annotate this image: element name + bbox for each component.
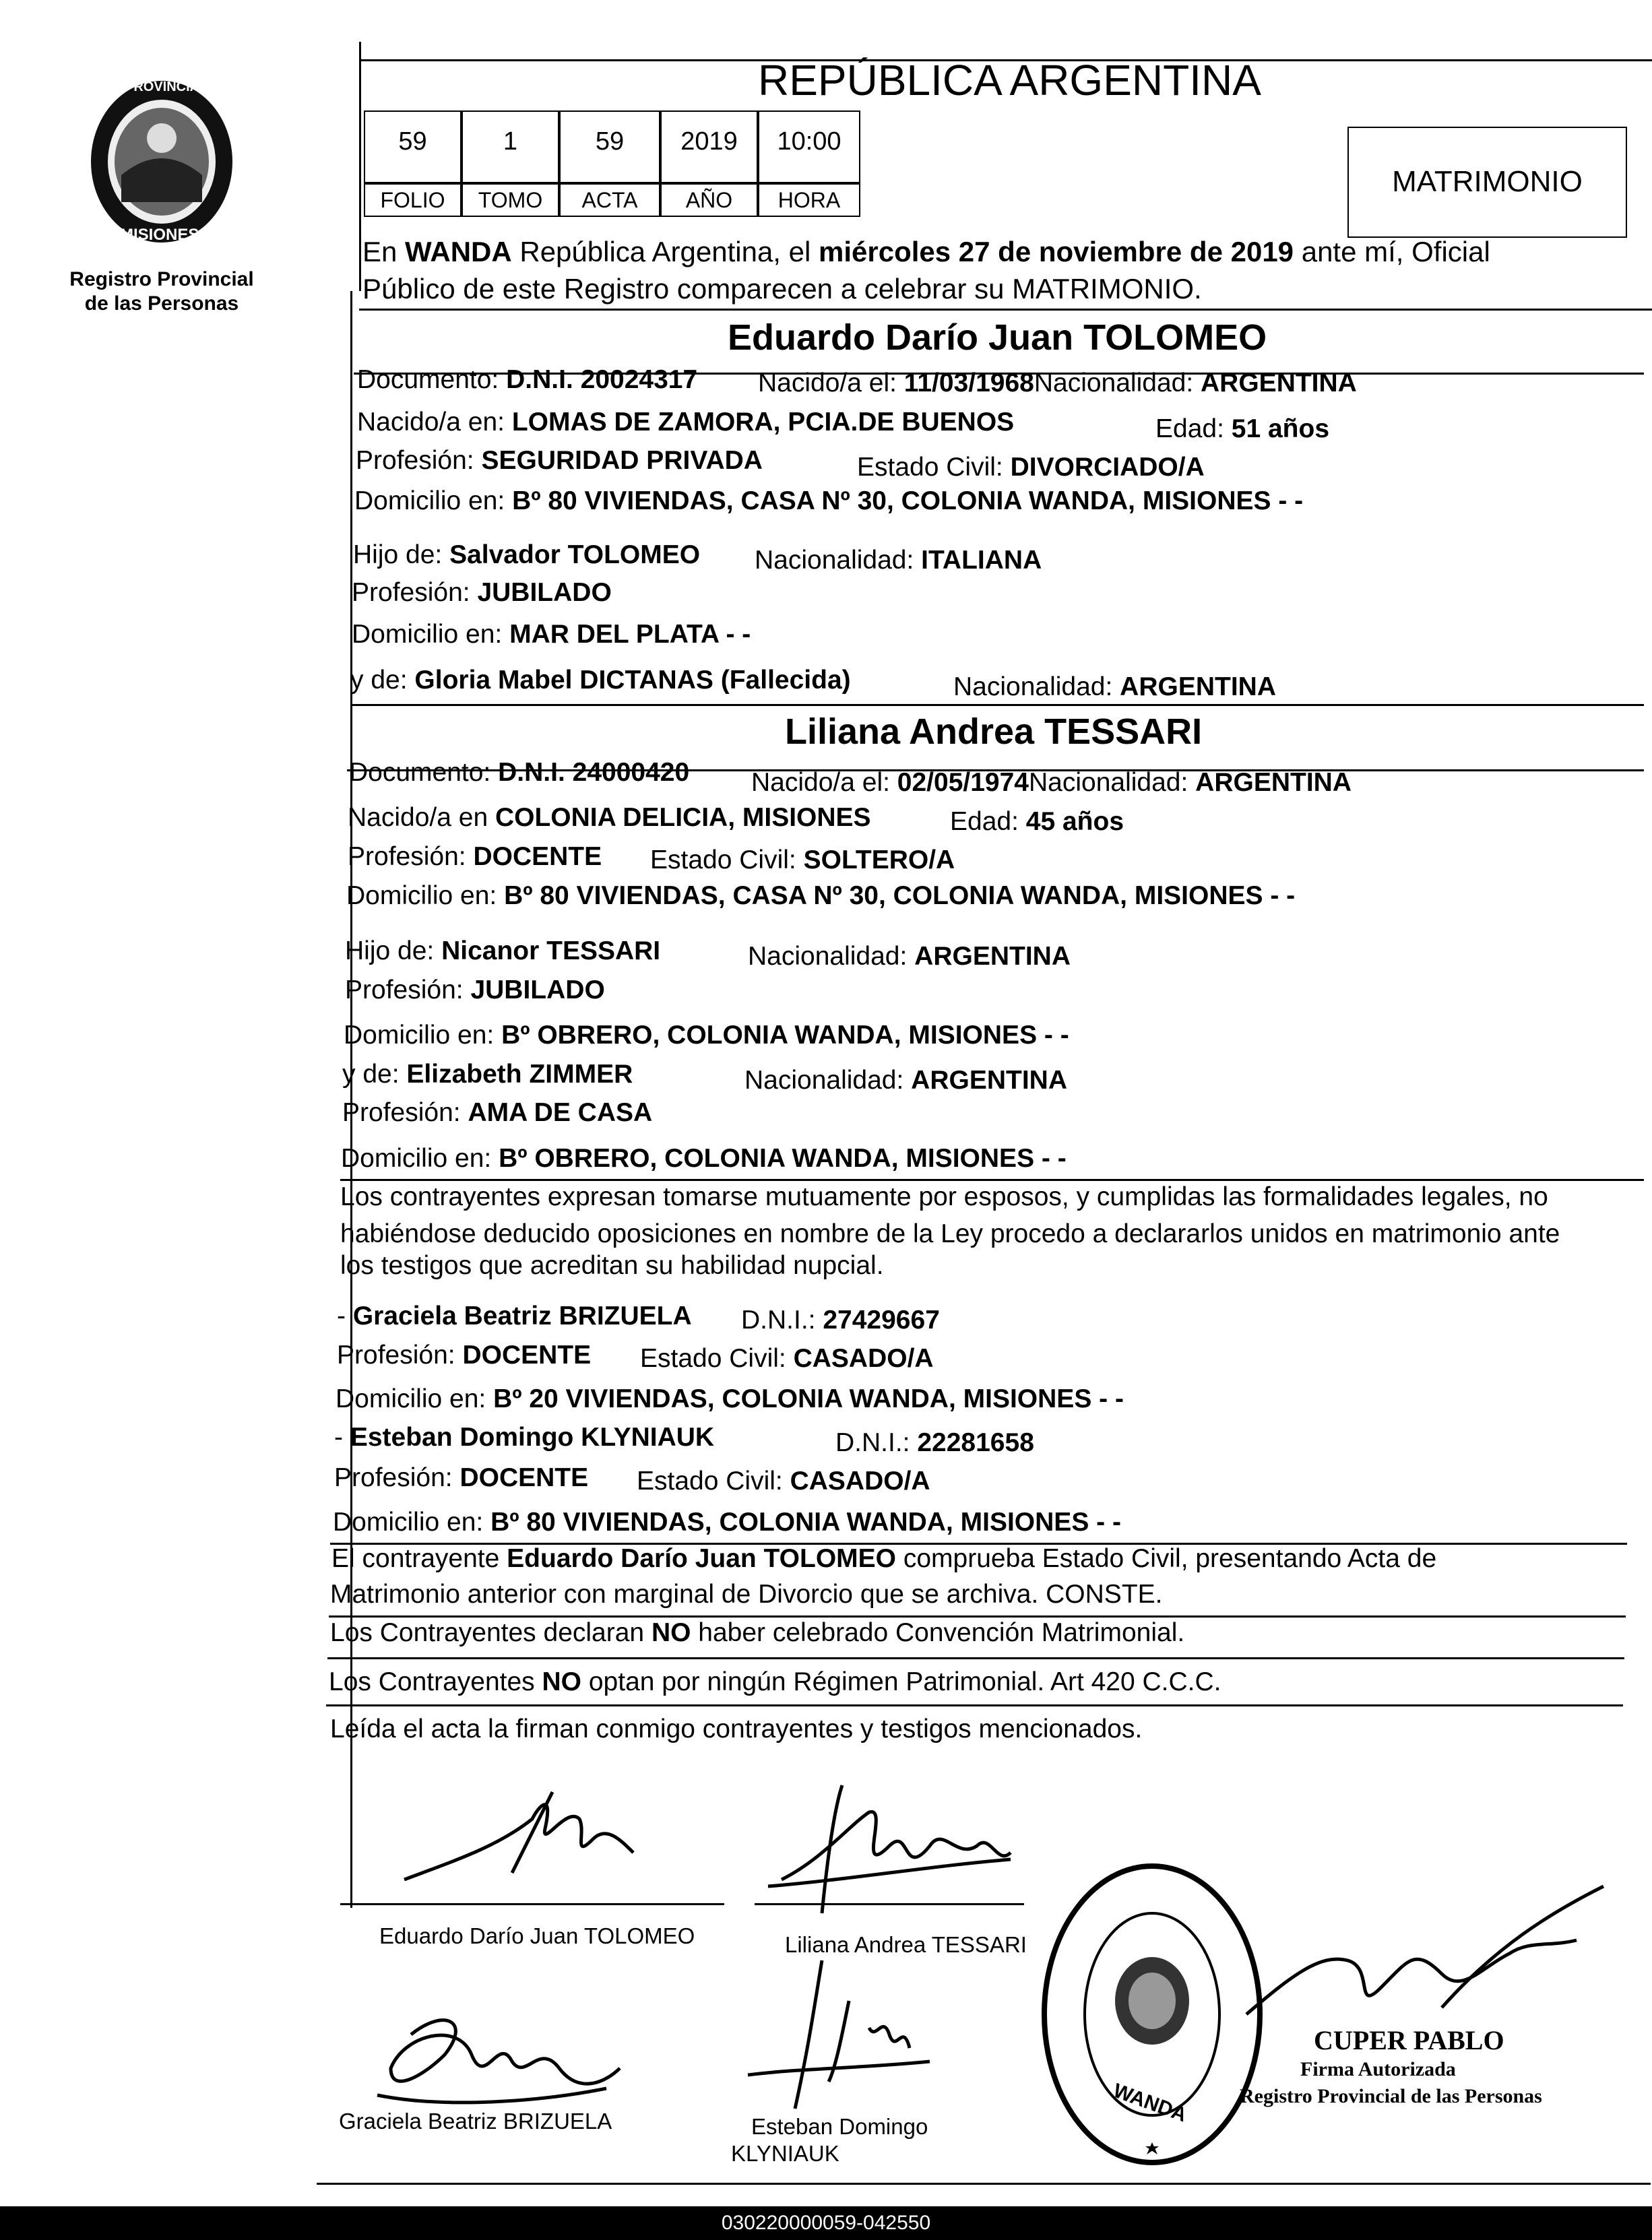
note1-line-1: El contrayente Eduardo Darío Juan TOLOMEO comprueba Estado Civil, presentando Acta de bbox=[331, 1544, 1437, 1573]
witness1-dni-row: D.N.I.: 27429667 bbox=[741, 1306, 940, 1335]
frame-left-line bbox=[359, 42, 361, 291]
bride-born-row: Nacido/a el: 02/05/1974Nacionalidad: ARGENTINA bbox=[751, 768, 1352, 797]
folio-label: FOLIO bbox=[364, 183, 462, 217]
bride-doc-row: Documento: D.N.I. 24000420 bbox=[349, 758, 690, 787]
groom-father-row: Hijo de: Salvador TOLOMEO bbox=[353, 540, 701, 569]
footer-bar bbox=[0, 2206, 1652, 2240]
witness2-prof-row: Profesión: DOCENTE bbox=[334, 1463, 589, 1492]
officer-org: Registro Provincial de las Personas bbox=[1240, 2085, 1542, 2107]
bride-dom-row: Domicilio en: Bº 80 VIVIENDAS, CASA Nº 30, COLONIA WANDA, MISIONES - - bbox=[346, 881, 1296, 910]
officer-role: Firma Autorizada bbox=[1300, 2058, 1456, 2080]
groom-father-prof-row: Profesión: JUBILADO bbox=[352, 578, 612, 607]
registry-name-line2: de las Personas bbox=[84, 292, 239, 315]
bride-signature bbox=[755, 1765, 1044, 1927]
tomo-label: TOMO bbox=[462, 183, 559, 217]
note4: Leída el acta la firman conmigo contrayentes y testigos mencionados. bbox=[330, 1715, 1143, 1743]
officer-name: CUPER PABLO bbox=[1314, 2025, 1504, 2055]
bride-name: Liliana Andrea TESSARI bbox=[785, 711, 1203, 752]
bride-signature-line bbox=[755, 1903, 1024, 1905]
witness1-signature bbox=[364, 1994, 633, 2122]
act-type-box bbox=[1347, 127, 1627, 238]
note3: Los Contrayentes NO optan por ningún Régimen Patrimonial. Art 420 C.C.C. bbox=[329, 1667, 1221, 1696]
note3-top-line bbox=[327, 1657, 1624, 1659]
bride-age-row: Edad: 45 años bbox=[950, 807, 1124, 836]
note4-top-line bbox=[326, 1704, 1623, 1706]
witness1-prof-row: Profesión: DOCENTE bbox=[337, 1341, 592, 1370]
groom-signature-label: Eduardo Darío Juan TOLOMEO bbox=[379, 1923, 695, 1948]
officer-signature bbox=[1240, 1873, 1617, 2035]
witness2-signature bbox=[728, 1947, 970, 2122]
hora-value: 10:00 bbox=[758, 110, 860, 183]
groom-prof-row: Profesión: SEGURIDAD PRIVADA bbox=[356, 446, 763, 475]
witness2-signature-label-2: KLYNIAUK bbox=[731, 2141, 839, 2166]
groom-mother-row: y de: Gloria Mabel DICTANAS (Fallecida) bbox=[350, 666, 851, 695]
seal-text-bottom: MISIONES bbox=[120, 226, 199, 244]
groom-signature bbox=[377, 1779, 687, 1900]
groom-doc-row: Documento: D.N.I. 20024317 bbox=[357, 365, 698, 394]
groom-mother-nat-row: Nacionalidad: ARGENTINA bbox=[953, 672, 1277, 701]
country-title: REPÚBLICA ARGENTINA bbox=[758, 56, 1261, 104]
bride-mother-row: y de: Elizabeth ZIMMER bbox=[342, 1060, 633, 1089]
act-type: MATRIMONIO bbox=[1392, 165, 1583, 198]
groom-top-line bbox=[359, 309, 1652, 311]
bride-mother-prof-row: Profesión: AMA DE CASA bbox=[342, 1098, 653, 1127]
groom-father-nat-row: Nacionalidad: ITALIANA bbox=[755, 546, 1042, 575]
groom-birthplace-row: Nacido/a en: LOMAS DE ZAMORA, PCIA.DE BUENOS bbox=[357, 408, 1015, 437]
stamp-town: WANDA bbox=[1110, 2079, 1190, 2127]
declaration-line-2: habiéndose deducido oposiciones en nombre de la Ley procedo a declararlos unidos en matrimonio ante bbox=[340, 1219, 1560, 1248]
bride-father-prof-row: Profesión: JUBILADO bbox=[345, 975, 605, 1004]
hora-label: HORA bbox=[758, 183, 860, 217]
witness1-civil-row: Estado Civil: CASADO/A bbox=[640, 1344, 934, 1373]
witness1-signature-label: Graciela Beatriz BRIZUELA bbox=[339, 2109, 612, 2134]
groom-signature-line bbox=[340, 1903, 724, 1905]
folio-value: 59 bbox=[364, 110, 462, 183]
bride-civil-row: Estado Civil: SOLTERO/A bbox=[650, 845, 955, 874]
groom-civil-row: Estado Civil: DIVORCIADO/A bbox=[857, 453, 1205, 482]
declaration-line-1: Los contrayentes expresan tomarse mutuamente por esposos, y cumplidas las formalidades legales, no bbox=[340, 1182, 1548, 1211]
declaration-line-3: los testigos que acreditan su habilidad nupcial. bbox=[340, 1251, 884, 1280]
witness2-name-row: - Esteban Domingo KLYNIAUK bbox=[334, 1423, 715, 1452]
groom-age-row: Edad: 51 años bbox=[1155, 414, 1330, 443]
registry-stamp bbox=[1038, 1859, 1267, 2169]
intro-line-2: Público de este Registro comparecen a celebrar su MATRIMONIO. bbox=[362, 273, 1202, 305]
note2-top-line bbox=[329, 1615, 1626, 1618]
note2: Los Contrayentes declaran NO haber celebrado Convención Matrimonial. bbox=[330, 1618, 1185, 1647]
bride-father-dom-row: Domicilio en: Bº OBRERO, COLONIA WANDA, MISIONES - - bbox=[344, 1021, 1069, 1050]
acta-value: 59 bbox=[559, 110, 660, 183]
frame-bottom-line bbox=[317, 2183, 1651, 2185]
witness2-dni-row: D.N.I.: 22281658 bbox=[835, 1428, 1034, 1457]
tomo-value: 1 bbox=[462, 110, 559, 183]
groom-name: Eduardo Darío Juan TOLOMEO bbox=[728, 317, 1267, 358]
bride-father-row: Hijo de: Nicanor TESSARI bbox=[345, 936, 661, 965]
anio-value: 2019 bbox=[660, 110, 758, 183]
witness1-dom-row: Domicilio en: Bº 20 VIVIENDAS, COLONIA WANDA, MISIONES - - bbox=[336, 1384, 1124, 1413]
groom-dom-row: Domicilio en: Bº 80 VIVIENDAS, CASA Nº 30, COLONIA WANDA, MISIONES - - bbox=[354, 486, 1304, 515]
bride-top-line bbox=[350, 704, 1644, 706]
bride-mother-dom-row: Domicilio en: Bº OBRERO, COLONIA WANDA, MISIONES - - bbox=[341, 1144, 1067, 1173]
witness2-signature-label-1: Esteban Domingo bbox=[751, 2114, 928, 2139]
note1-line-2: Matrimonio anterior con marginal de Divorcio que se archiva. CONSTE. bbox=[330, 1580, 1163, 1609]
bride-father-nat-row: Nacionalidad: ARGENTINA bbox=[748, 942, 1071, 971]
groom-father-dom-row: Domicilio en: MAR DEL PLATA - - bbox=[352, 620, 751, 649]
acta-label: ACTA bbox=[559, 183, 660, 217]
anio-label: AÑO bbox=[660, 183, 758, 217]
bride-birthplace-row: Nacido/a en COLONIA DELICIA, MISIONES bbox=[348, 803, 871, 832]
intro-line-1: En WANDA República Argentina, el miércoles 27 de noviembre de 2019 ante mí, Oficial bbox=[362, 236, 1490, 267]
witness2-civil-row: Estado Civil: CASADO/A bbox=[637, 1467, 930, 1496]
witness2-dom-row: Domicilio en: Bº 80 VIVIENDAS, COLONIA WANDA, MISIONES - - bbox=[333, 1508, 1121, 1537]
bride-signature-label: Liliana Andrea TESSARI bbox=[785, 1932, 1027, 1957]
witness1-name-row: - Graciela Beatriz BRIZUELA bbox=[337, 1302, 692, 1331]
bride-prof-row: Profesión: DOCENTE bbox=[348, 842, 602, 871]
barcode-text: 030220000059-042550 bbox=[721, 2212, 931, 2234]
seal-text-top: PROVINCIA DE bbox=[125, 79, 222, 94]
bride-mother-nat-row: Nacionalidad: ARGENTINA bbox=[744, 1066, 1068, 1095]
declaration-top-line bbox=[340, 1179, 1644, 1181]
groom-born-row: Nacido/a el: 11/03/1968Nacionalidad: ARGENTINA bbox=[758, 369, 1357, 397]
registry-name-line1: Registro Provincial bbox=[69, 268, 254, 290]
